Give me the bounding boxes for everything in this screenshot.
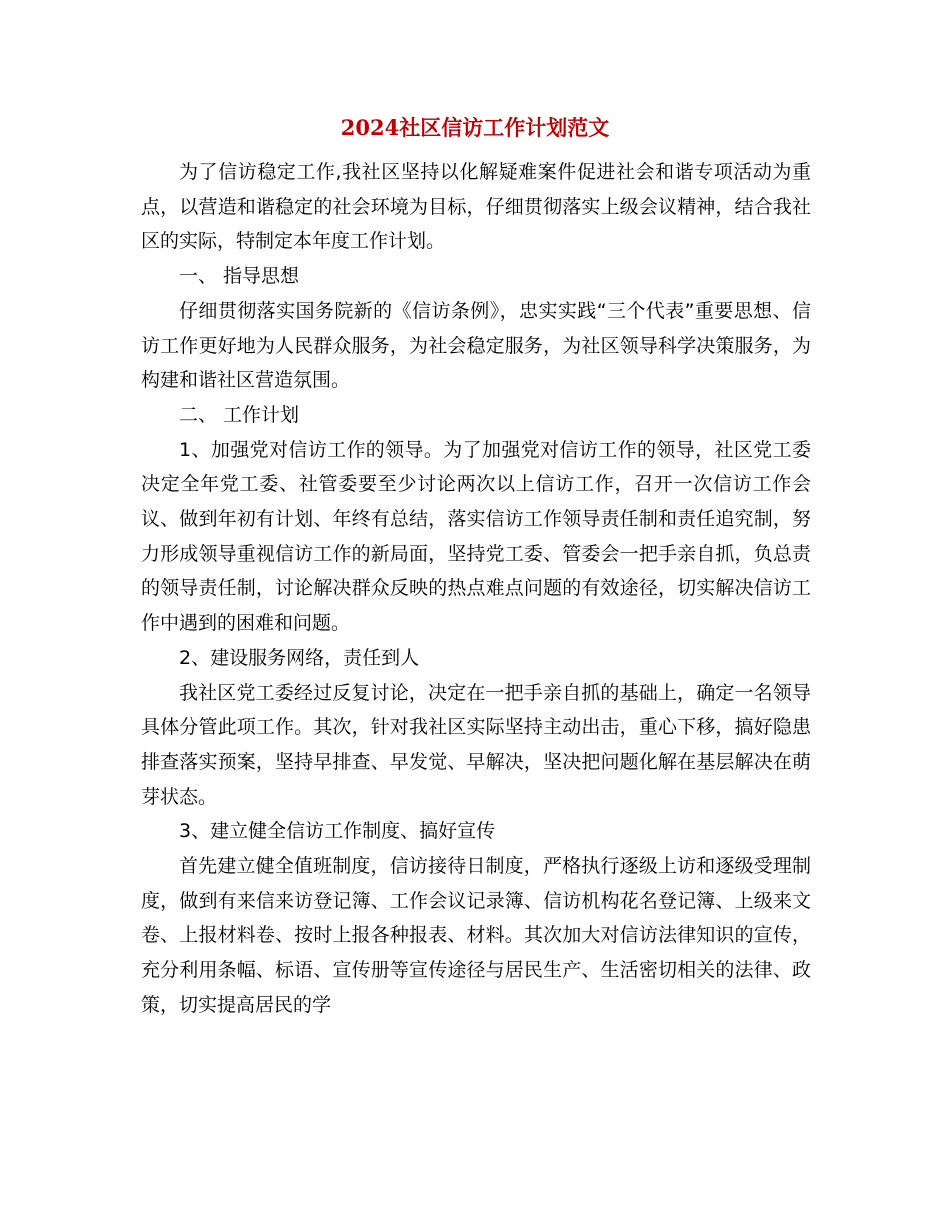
heading-work-plan: 二、 工作计划 [179, 403, 300, 426]
heading-system-publicity: 3、建立健全信访工作制度、搞好宣传 [179, 820, 496, 843]
heading-service-network: 2、建设服务网络，责任到人 [179, 646, 420, 669]
heading-guiding-ideology: 一、 指导思想 [179, 265, 300, 288]
paragraph-guiding-ideology: 仔细贯彻落实国务院新的《信访条例》，忠实实践“三个代表”重要思想、信访工作更好地为人民群众服务，为社会稳定服务，为社区领导科学决策服务，为构建和谐社区营造氛围。 [141, 299, 811, 392]
paragraph-leadership: 1、加强党对信访工作的领导。为了加强党对信访工作的领导，社区党工委决定全年党工委、社管委要至少讨论两次以上信访工作，召开一次信访工作会议、做到年初有计划、年终有总结，落实信访工作领导责任制和责任追究制，努力形成领导重视信访工作的新局面，坚持党工委、管委会一把手亲自抓，负总责的领导责任制，讨论解决群众反映的热点难点问题的有效途径，切实解决信访工作中遇到的困难和问题。 [141, 438, 811, 635]
document-title: 2024社区信访工作计划范文 [340, 115, 610, 140]
document-body [141, 155, 811, 1023]
paragraph-intro: 为了信访稳定工作,我社区坚持以化解疑难案件促进社会和谐专项活动为重点，以营造和谐稳定的社会环境为目标，仔细贯彻落实上级会议精神，结合我社区的实际，特制定本年度工作计划。 [141, 161, 811, 253]
paragraph-system-publicity: 首先建立健全值班制度，信访接待日制度，严格执行逐级上访和逐级受理制度，做到有来信来访登记簿、工作会议记录簿、信访机构花名登记簿、上级来文卷、上报材料卷、按时上报各种报表、材料。其次加大对信访法律知识的宣传，充分利用条幅、标语、宣传册等宣传途径与居民生产、生活密切相关的法律、政策，切实提高居民的学 [141, 855, 811, 1016]
paragraph-service-network: 我社区党工委经过反复讨论，决定在一把手亲自抓的基础上，确定一名领导具体分管此项工作。其次，针对我社区实际坚持主动出击，重心下移，搞好隐患排查落实预案，坚持早排查、早发觉、早解决，坚决把问题化解在基层解决在萌芽状态。 [141, 681, 811, 808]
